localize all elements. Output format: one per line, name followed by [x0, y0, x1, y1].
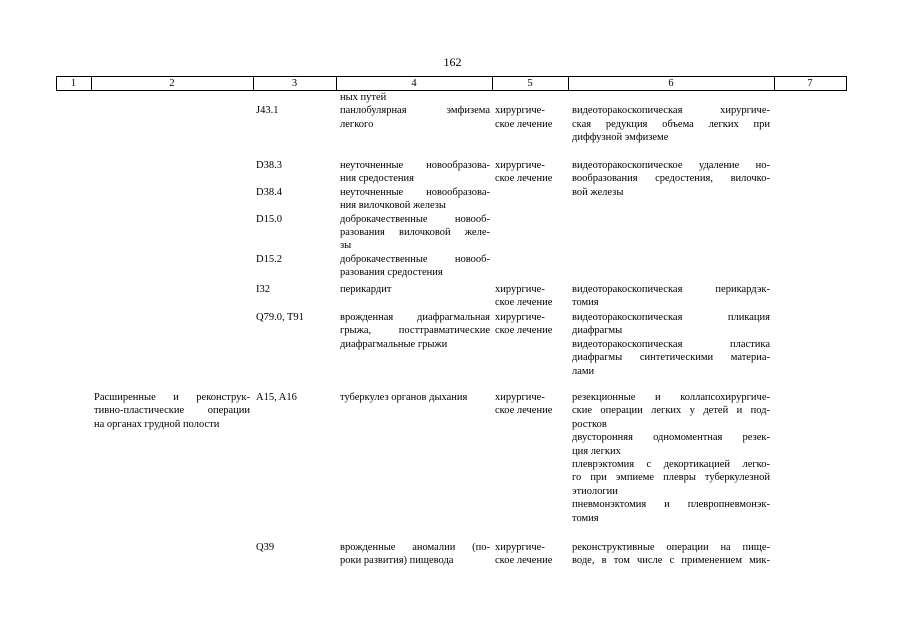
diagnosis-cell: [340, 283, 490, 296]
cell-line: [572, 91, 770, 104]
icd-code-cell: [256, 159, 334, 266]
cell-line: роки развития) пищевода: [340, 555, 454, 567]
cell-line: плеврэктомия с декортикацией легко-: [572, 458, 770, 470]
diagnosis-cell: [340, 311, 490, 351]
cell-line: неуточненные новообразова-: [340, 186, 490, 198]
cell-line: резекционные и коллапсохирургиче-: [572, 392, 770, 403]
cell-line: [256, 239, 334, 252]
cell-line: тивно-пластические операции: [94, 405, 250, 417]
treatment-method-cell: [572, 311, 770, 378]
cell-line: [495, 91, 567, 104]
treatment-type-cell: [495, 391, 567, 418]
cell-line: ские операции легких у детей и под-: [572, 405, 770, 417]
treatment-type-cell: [495, 311, 567, 338]
cell-line: врожденная диафрагмальная: [340, 312, 490, 323]
cell-line: зы: [340, 240, 352, 252]
treatment-type-cell: [495, 283, 567, 310]
cell-line: хирургиче-: [495, 105, 545, 117]
cell-line: го при эмпиеме плевры туберкулезной: [572, 472, 770, 484]
treatment-type-cell: [495, 91, 567, 131]
cell-line: этиологии: [572, 485, 618, 497]
cell-line: хирургиче-: [495, 542, 545, 553]
cell-line: ных путей: [340, 92, 387, 103]
cell-line: видеоторакоскопическое удаление но-: [572, 160, 770, 171]
column-divider: [846, 76, 847, 90]
cell-line: ское лечение: [495, 297, 553, 309]
cell-line: доброкачественные новооб-: [340, 213, 490, 225]
cell-line: врожденные аномалии (по-: [340, 542, 490, 553]
cell-line: воде, в том числе с применением мик-: [572, 555, 770, 567]
icd-code-cell: [256, 391, 334, 404]
cell-line: двусторонняя одномоментная резек-: [572, 432, 770, 444]
cell-line: ское лечение: [495, 325, 553, 337]
cell-line: ское лечение: [495, 118, 553, 130]
cell-line: хирургиче-: [495, 160, 545, 171]
diagnosis-cell: [340, 159, 490, 280]
cell-line: разования вилочковой желе-: [340, 226, 490, 238]
cell-line: Q39: [256, 542, 275, 553]
cell-line: ния вилочковой железы: [340, 200, 446, 212]
cell-line: вообразования средостения, вилочко-: [572, 173, 770, 185]
cell-line: разования средостения: [340, 267, 443, 279]
cell-line: перикардит: [340, 284, 392, 295]
cell-line: ция легких: [572, 445, 621, 457]
cell-line: ростков: [572, 418, 607, 430]
icd-code-cell: [256, 283, 334, 296]
cell-line: хирургиче-: [495, 392, 545, 403]
icd-code-cell: [256, 91, 334, 118]
cell-line: J43.1: [256, 105, 279, 117]
cell-line: [256, 226, 334, 239]
cell-line: доброкачественные новооб-: [340, 253, 490, 265]
cell-line: диафрагмальные грыжи: [340, 338, 448, 350]
cell-line: грыжа, посттравматические: [340, 325, 490, 337]
cell-line: томия: [572, 512, 599, 524]
cell-line: видеоторакоскопическая пликация: [572, 312, 770, 323]
diagnosis-cell: [340, 391, 490, 404]
cell-line: D38.4: [256, 186, 282, 198]
treatment-method-cell: [572, 159, 770, 199]
cell-line: Расширенные и реконструк-: [94, 392, 250, 403]
cell-line: видеоторакоскопическая хирургиче-: [572, 105, 770, 117]
icd-code-cell: [256, 311, 334, 324]
cell-line: A15, A16: [256, 392, 297, 403]
cell-line: ния средостения: [340, 173, 414, 185]
cell-line: диафрагмы: [572, 325, 623, 337]
cell-line: видеоторакоскопическая перикардэк-: [572, 284, 770, 295]
cell-line: хирургиче-: [495, 312, 545, 323]
column-header: 5: [527, 78, 533, 89]
treatment-method-cell: [572, 391, 770, 525]
cell-line: D15.2: [256, 253, 282, 265]
procedure-group-cell: [94, 391, 250, 431]
cell-line: D38.3: [256, 160, 282, 171]
cell-line: лами: [572, 365, 595, 377]
cell-line: I32: [256, 284, 270, 295]
diagnosis-cell: [340, 91, 490, 131]
cell-line: хирургиче-: [495, 284, 545, 295]
cell-line: туберкулез органов дыхания: [340, 392, 468, 403]
icd-code-cell: [256, 541, 334, 554]
column-header: 2: [169, 78, 175, 89]
column-header: 4: [411, 78, 417, 89]
cell-line: видеоторакоскопическая пластика: [572, 338, 770, 350]
column-header: 3: [291, 78, 298, 89]
cell-line: пневмонэктомия и плевропневмонэк-: [572, 499, 770, 511]
diagnosis-cell: [340, 541, 490, 568]
cell-line: томия: [572, 297, 599, 309]
page-number: 162: [443, 55, 462, 69]
cell-line: диффузной эмфиземе: [572, 132, 669, 144]
cell-line: панлобулярная эмфизема: [340, 105, 490, 117]
column-header: 6: [668, 78, 674, 89]
treatment-type-cell: [495, 541, 567, 568]
cell-line: неуточненные новообразова-: [340, 160, 490, 171]
cell-line: ское лечение: [495, 405, 553, 417]
cell-line: Q79.0, T91: [256, 312, 304, 323]
cell-line: легкого: [340, 118, 374, 130]
treatment-method-cell: [572, 283, 770, 310]
cell-line: на органах грудной полости: [94, 418, 220, 430]
cell-line: [256, 199, 334, 212]
cell-line: D15.0: [256, 213, 282, 225]
treatment-method-cell: [572, 91, 770, 145]
cell-line: ское лечение: [495, 555, 553, 567]
treatment-method-cell: [572, 541, 770, 568]
cell-line: ское лечение: [495, 173, 553, 185]
cell-line: ская редукция объема легких при: [572, 118, 770, 130]
cell-line: диафрагмы синтетическими материа-: [572, 352, 770, 364]
column-header: 1: [70, 78, 77, 89]
cell-line: [256, 91, 334, 104]
column-header: 7: [807, 78, 813, 89]
treatment-type-cell: [495, 159, 567, 186]
cell-line: [256, 172, 334, 185]
cell-line: вой железы: [572, 186, 624, 198]
cell-line: реконструктивные операции на пище-: [572, 542, 770, 553]
